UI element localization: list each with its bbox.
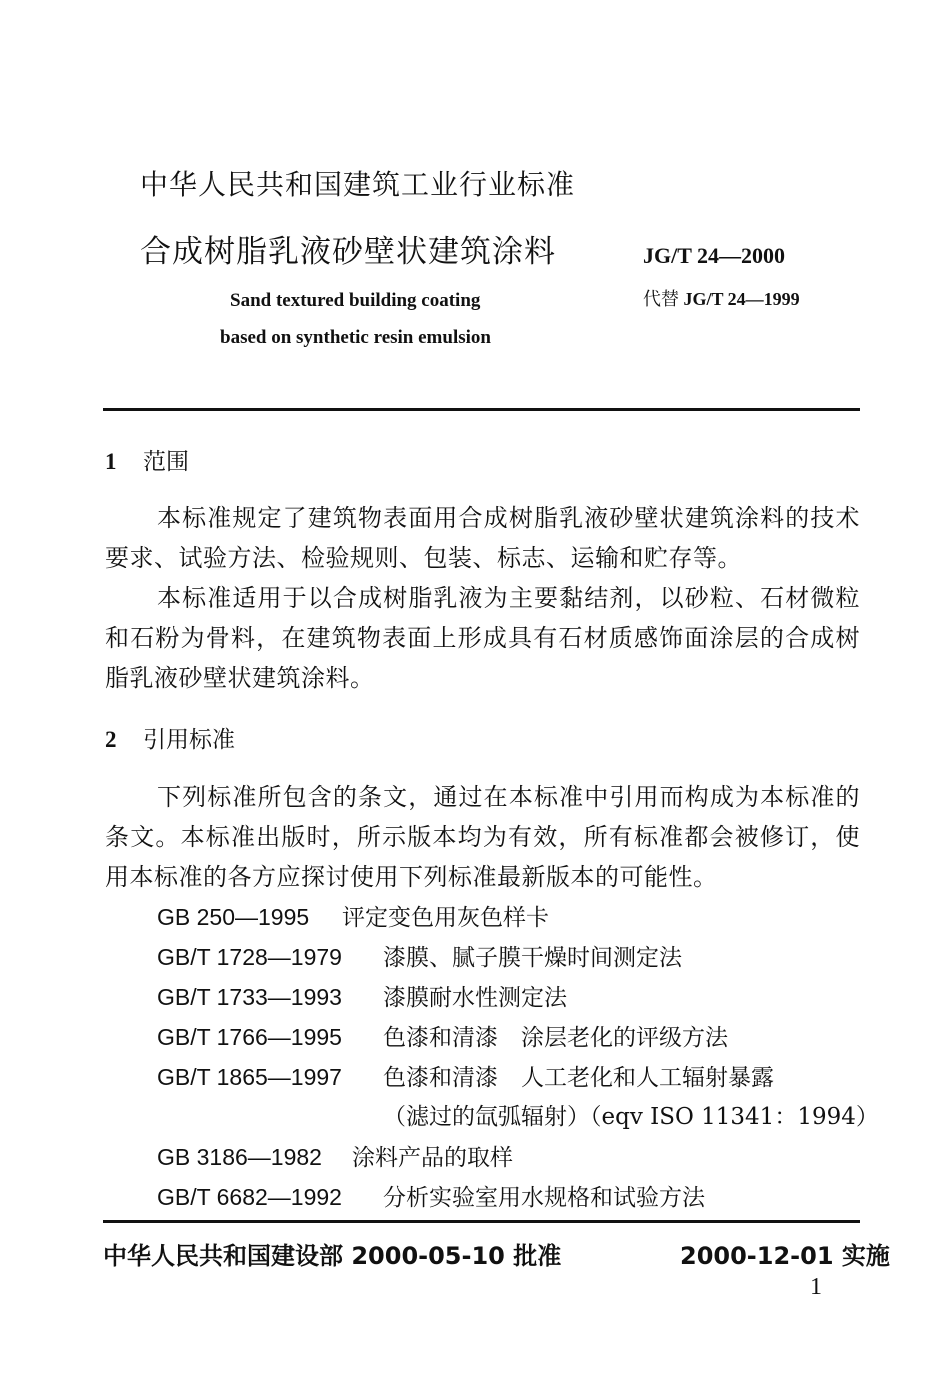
reference-title: 分析实验室用水规格和试验方法	[383, 1185, 705, 1211]
reference-title: 评定变色用灰色样卡	[342, 905, 549, 931]
reference-item	[157, 937, 682, 978]
reference-title: 漆膜、腻子膜干燥时间测定法	[383, 945, 682, 971]
reference-code: GB/T 1728—1979	[157, 944, 342, 970]
reference-code: GB/T 6682—1992	[157, 1184, 342, 1210]
reference-code: GB/T 1733—1993	[157, 984, 342, 1010]
reference-title: 涂料产品的取样	[352, 1145, 513, 1171]
standard-number: JG/T 24—2000	[643, 243, 786, 268]
approval-statement: 中华人民共和国建设部 2000-05-10 批准	[103, 1242, 562, 1270]
reference-item	[157, 977, 567, 1018]
reference-title-continuation: （滤过的氙弧辐射）（eqv ISO 11341：1994）	[383, 1104, 879, 1130]
reference-item	[157, 897, 549, 938]
section-heading-scope	[105, 443, 189, 476]
footer-divider	[103, 1220, 860, 1223]
section-number: 2	[105, 727, 117, 752]
references-intro-paragraph: 下列标准所包含的条文，通过在本标准中引用而构成为本标准的条文。本标准出版时，所示版本均为有效，所有标准都会被修订，使用本标准的各方应探讨使用下列标准最新版本的可能性。	[105, 783, 860, 891]
page-number: 1	[810, 1274, 822, 1300]
reference-title: 色漆和清漆 人工老化和人工辐射暴露	[383, 1065, 774, 1091]
reference-item	[157, 1017, 728, 1058]
document-title-cn: 合成树脂乳液砂壁状建筑涂料	[140, 234, 556, 270]
scope-paragraph-1: 本标准规定了建筑物表面用合成树脂乳液砂壁状建筑涂料的技术要求、试验方法、检验规则、包装、标志、运输和贮存等。	[105, 504, 860, 572]
header-divider	[103, 408, 860, 411]
section-title: 引用标准	[143, 727, 235, 753]
document-title-en-line2: based on synthetic resin emulsion	[220, 327, 491, 348]
document-title-en-line1: Sand textured building coating	[230, 290, 481, 311]
replaces-label: 代替	[643, 289, 679, 309]
reference-title: 漆膜耐水性测定法	[383, 985, 567, 1011]
reference-code: GB/T 1865—1997	[157, 1064, 342, 1090]
section-title: 范围	[143, 449, 189, 475]
reference-item	[157, 1137, 513, 1178]
reference-item	[157, 1177, 705, 1218]
replaces-code: JG/T 24—1999	[683, 289, 800, 309]
implementation-date: 2000-12-01 实施	[680, 1242, 890, 1270]
reference-code: GB/T 1766—1995	[157, 1024, 342, 1050]
section-number: 1	[105, 449, 117, 474]
scope-paragraph-2: 本标准适用于以合成树脂乳液为主要黏结剂，以砂粒、石材微粒和石粉为骨料，在建筑物表面上形成具有石材质感饰面涂层的合成树脂乳液砂壁状建筑涂料。	[105, 584, 860, 692]
reference-code: GB 3186—1982	[157, 1144, 322, 1170]
reference-code: GB 250—1995	[157, 904, 310, 930]
reference-item	[157, 1057, 774, 1098]
replaces-note	[643, 285, 800, 311]
issuing-body-heading: 中华人民共和国建筑工业行业标准	[140, 168, 576, 201]
reference-title: 色漆和清漆 涂层老化的评级方法	[383, 1025, 728, 1051]
section-heading-references	[105, 721, 235, 754]
